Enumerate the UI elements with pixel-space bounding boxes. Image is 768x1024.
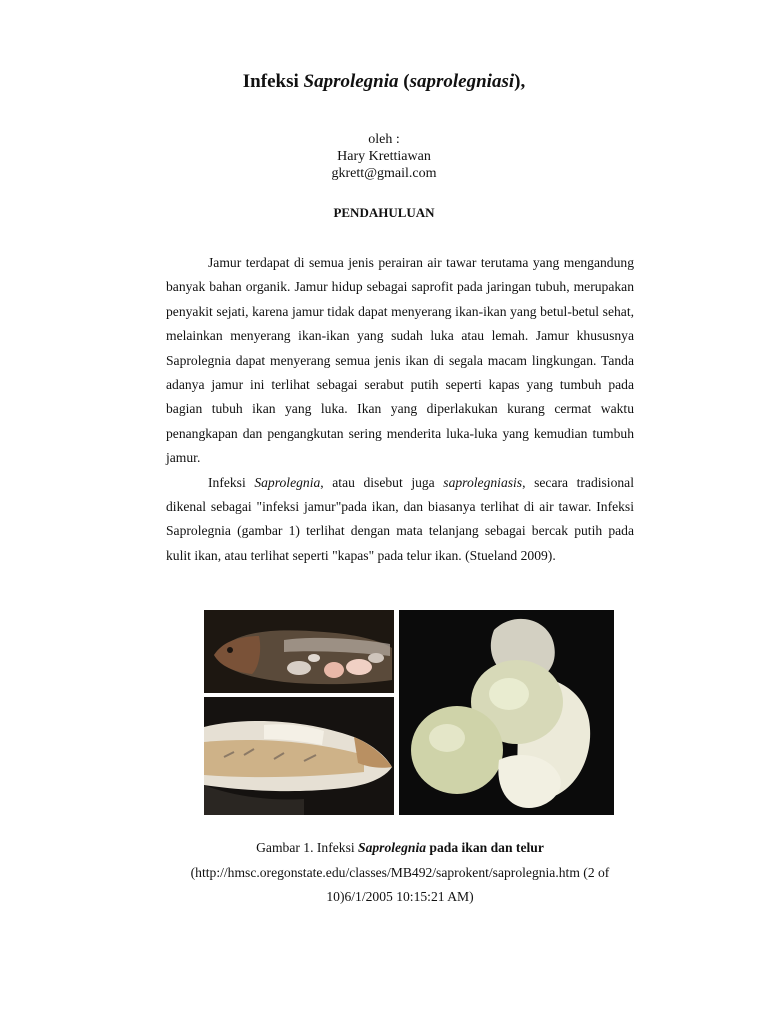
- figure-source: (http://hmsc.oregonstate.edu/classes/MB492/saprokent/saprolegnia.htm (2 of 10)6/1/2005 10:15:21 AM): [190, 865, 610, 905]
- figure-caption: [166, 836, 634, 860]
- author-block: [0, 131, 768, 182]
- author-email: gkrett@gmail.com: [331, 166, 437, 181]
- title-term-2: saprolegniasi: [409, 71, 515, 92]
- title-term: Saprolegnia: [303, 71, 399, 92]
- paragraph-2-italic-1: Saprolegnia: [254, 474, 321, 490]
- paragraph-1: Jamur terdapat di semua jenis perairan air tawar terutama yang mengandung banyak bahan organik. Jamur hidup sebagai saprofit pada jaringan tubuh, merupakan penyakit sejati, karena jamur tidak dapat menyerang ikan-ikan yang betul-betul sehat, melainkan menyerang ikan-ikan yang sudah luka atau lemah. Jamur khususnya Saprolegnia dapat menyerang semua jenis ikan di segala macam lingkungan. Tanda adanya jamur ini terlihat sebagai serabut putih seperti kapas yang tumbuh pada bagian tubuh ikan yang luka. Ikan yang diperlakukan kurang cermat waktu penangkapan dan pengangkutan sering menderita luka-luka yang kemudian tumbuh jamur.: [166, 255, 634, 466]
- caption-bold: [358, 840, 544, 855]
- paragraph-2-part-2: , atau disebut juga: [320, 474, 444, 490]
- author-by-label: oleh :: [368, 132, 400, 147]
- fish-infected-photo: [204, 610, 394, 693]
- page-title: [0, 71, 768, 93]
- fish-fungus-photo: [204, 697, 394, 815]
- author-name: Hary Krettiawan: [337, 149, 431, 164]
- paragraph-2-part-1: Infeksi: [208, 474, 255, 490]
- caption-term: Saprolegnia: [358, 840, 427, 855]
- body-text: [166, 251, 634, 568]
- title-open-paren: (: [398, 71, 410, 92]
- title-prefix: Infeksi: [242, 71, 304, 92]
- paragraph-2-part-3: , secara tradisional dikenal sebagai "infeksi jamur"pada ikan, dan biasanya terlihat di air tawar. Infeksi Saprolegnia (gambar 1) terlihat dengan mata telanjang sebagai bercak putih pada kulit ikan, atau terlihat seperti "kapas" pada telur ikan. (Stueland 2009).: [166, 474, 634, 563]
- caption-bold-suffix: pada ikan dan telur: [426, 840, 544, 855]
- paragraph-2-italic-2: saprolegniasis: [443, 474, 523, 490]
- title-suffix: ),: [514, 71, 526, 92]
- section-heading: PENDAHULUAN: [333, 205, 435, 220]
- paragraph-2: [166, 471, 634, 569]
- fish-egg-photo: [399, 610, 614, 815]
- caption-prefix: Gambar 1. Infeksi: [256, 840, 359, 855]
